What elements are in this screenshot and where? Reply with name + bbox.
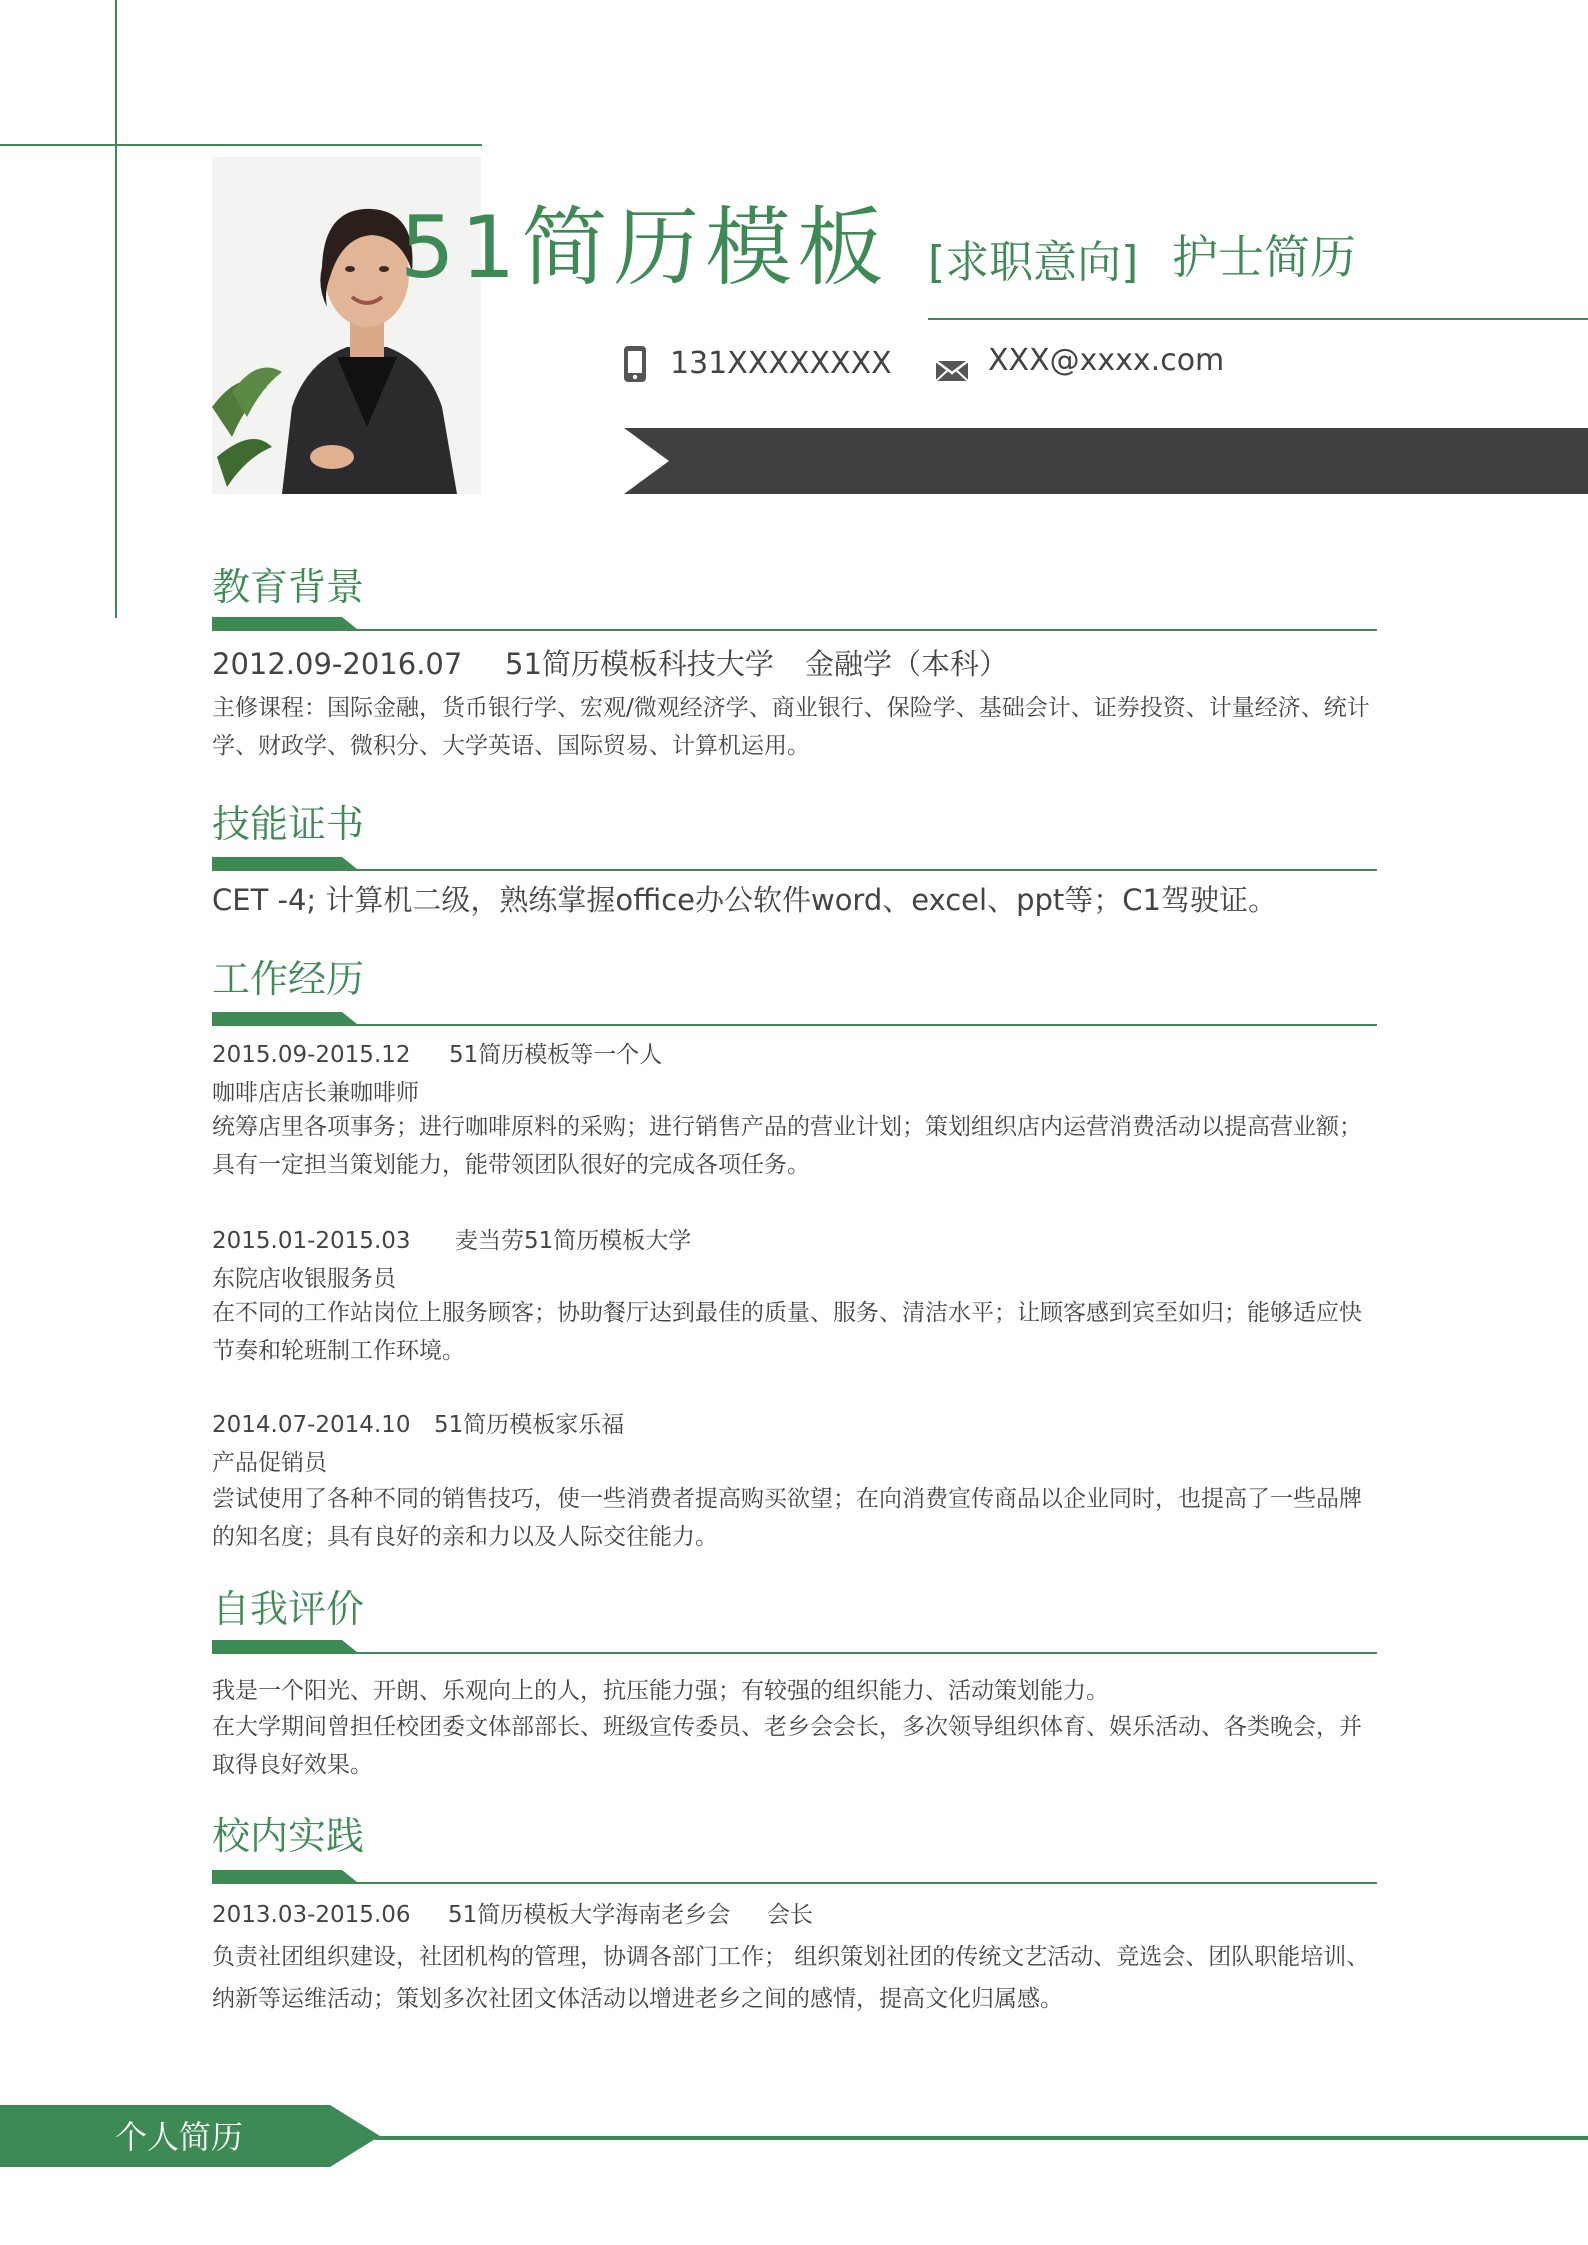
campus-org: 51简历模板大学海南老乡会 [448, 1902, 731, 1928]
work-company: 51简历模板家乐福 [434, 1412, 625, 1438]
skills-text: CET -4; 计算机二级，熟练掌握office办公软件word、excel、ppt等；C1驾驶证。 [212, 883, 1277, 917]
campus-description: 负责社团组织建设，社团机构的管理，协调各部门工作； 组织策划社团的传统文艺活动、竞选会、团队职能培训、纳新等运维活动；策划多次社团文体活动以增进老乡之间的感情，提高文化归属感。 [212, 1944, 1370, 2012]
email-icon [935, 358, 969, 382]
job-intent-value: 护士简历 [1172, 230, 1356, 284]
education-row [212, 642, 1008, 683]
work-item-header [212, 1036, 662, 1069]
decor-vertical-line [115, 0, 117, 618]
work-description: 统筹店里各项事务；进行咖啡原料的采购；进行销售产品的营业计划；策划组织店内运营消费活动以提高营业额；具有一定担当策划能力，能带领团队很好的完成各项任务。 [212, 1114, 1362, 1178]
section-title-campus: 校内实践 [212, 1814, 365, 1858]
work-company: 麦当劳51简历模板大学 [455, 1228, 692, 1254]
section-title-self: 自我评价 [212, 1587, 365, 1631]
email-address: XXX@xxxx.com [988, 343, 1225, 378]
footer-label: 个人简历 [115, 2118, 244, 2156]
header-dark-banner [624, 428, 1588, 494]
work-company: 51简历模板等一个人 [449, 1042, 663, 1068]
work-item-header [212, 1406, 624, 1439]
job-intent-label: [求职意向] [928, 237, 1139, 288]
footer-line [375, 2136, 1588, 2140]
work-role: 产品促销员 [212, 1450, 327, 1476]
work-period: 2014.07-2014.10 [212, 1412, 411, 1438]
work-role: 咖啡店店长兼咖啡师 [212, 1080, 419, 1106]
work-role: 东院店收银服务员 [212, 1266, 396, 1292]
phone-icon [623, 345, 647, 383]
education-courses: 主修课程：国际金融，货币银行学、宏观/微观经济学、商业银行、保险学、基础会计、证券投资、计量经济、统计学、财政学、微积分、大学英语、国际贸易、计算机运用。 [212, 695, 1370, 759]
work-item-header [212, 1222, 691, 1255]
campus-header [212, 1896, 813, 1929]
self-evaluation-line1: 我是一个阳光、开朗、乐观向上的人，抗压能力强；有较强的组织能力、活动策划能力。 [212, 1678, 1109, 1704]
work-period: 2015.01-2015.03 [212, 1228, 411, 1254]
work-description: 在不同的工作站岗位上服务顾客；协助餐厅达到最佳的质量、服务、清洁水平；让顾客感到宾至如归；能够适应快节奏和轮班制工作环境。 [212, 1300, 1362, 1364]
intent-underline [928, 318, 1588, 320]
section-title-education: 教育背景 [212, 565, 365, 609]
self-evaluation-line2: 在大学期间曾担任校团委文体部部长、班级宣传委员、老乡会会长，多次领导组织体育、娱乐活动、各类晚会，并取得良好效果。 [212, 1714, 1362, 1778]
education-period: 2012.09-2016.07 [212, 647, 463, 681]
resume-name: 51简历模板 [400, 198, 890, 298]
education-school: 51简历模板科技大学 [505, 647, 774, 681]
campus-role: 会长 [767, 1902, 813, 1928]
section-title-skills: 技能证书 [212, 802, 365, 846]
section-rule [212, 1640, 1377, 1670]
campus-period: 2013.03-2015.06 [212, 1902, 411, 1928]
work-period: 2015.09-2015.12 [212, 1042, 411, 1068]
education-major: 金融学（本科） [805, 647, 1009, 681]
work-description: 尝试使用了各种不同的销售技巧，使一些消费者提高购买欲望；在向消费宣传商品以企业同时，也提高了一些品牌的知名度；具有良好的亲和力以及人际交往能力。 [212, 1486, 1362, 1550]
phone-number: 131XXXXXXXX [670, 346, 892, 381]
section-title-work: 工作经历 [212, 957, 365, 1001]
decor-horizontal-line [0, 144, 482, 146]
